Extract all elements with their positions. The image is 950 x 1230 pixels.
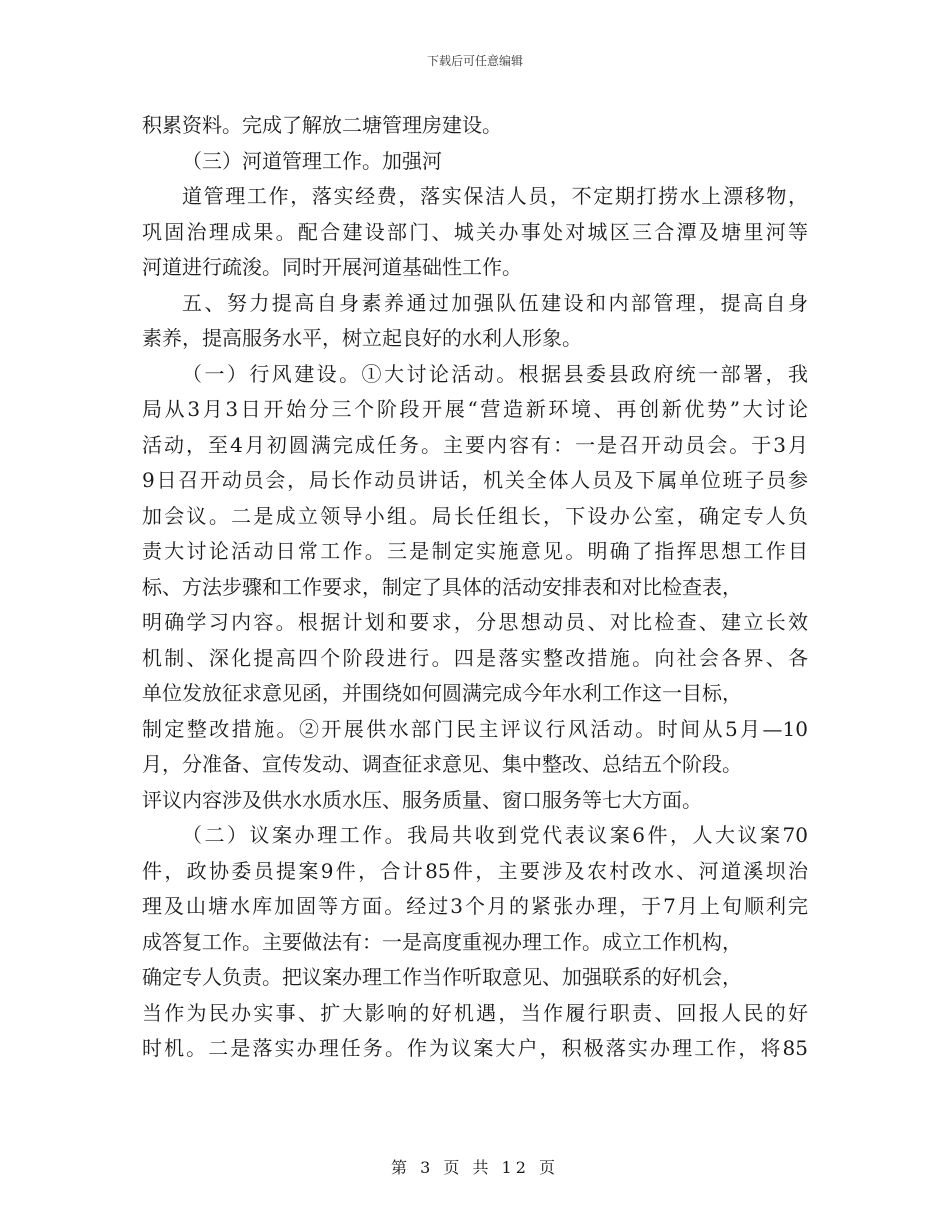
text-line: 活动，至4月初圆满完成任务。主要内容有：一是召开动员会。于3月 xyxy=(142,432,808,457)
text-line: 五、努力提高自身素养通过加强队伍建设和内部管理，提高自身 xyxy=(182,290,808,315)
text-line: 机制、深化提高四个阶段进行。四是落实整改措施。向社会各界、各 xyxy=(142,645,808,670)
document-body xyxy=(142,108,808,1067)
page-header: 下载后可任意编辑 xyxy=(426,54,523,68)
page-number-footer: 第 3 页 共 12 页 xyxy=(391,1158,559,1177)
text-line: 件，政协委员提案9件，合计85件，主要涉及农村改水、河道溪坝治 xyxy=(142,858,808,883)
text-line: 道管理工作，落实经费，落实保洁人员，不定期打捞水上漂移物， xyxy=(182,184,808,208)
text-line: 当作为民办实事、扩大影响的好机遇，当作履行职责、回报人民的好 xyxy=(142,1000,808,1025)
text-line: 责大讨论活动日常工作。三是制定实施意见。明确了指挥思想工作目 xyxy=(142,539,808,563)
text-line: （二）议案办理工作。我局共收到党代表议案6件，人大议案70 xyxy=(182,823,808,847)
section-heading: （三）河道管理工作。加强河 xyxy=(182,148,442,173)
text-line: 评议内容涉及供水水质水压、服务质量、窗口服务等七大方面。 xyxy=(142,787,702,812)
text-line: 9日召开动员会，局长作动员讲话，机关全体人员及下属单位班子员参 xyxy=(142,468,808,492)
text-line: 单位发放征求意见函，并围绕如何圆满完成今年水利工作这一目标， xyxy=(142,681,742,705)
text-line: 理及山塘水库加固等方面。经过3个月的紧张办理，于7月上旬顺利完 xyxy=(142,894,808,918)
text-line: 成答复工作。主要做法有：一是高度重视办理工作。成立工作机构， xyxy=(142,929,742,954)
text-line: 巩固治理成果。配合建设部门、城关办事处对城区三合潭及塘里河等 xyxy=(142,219,808,244)
text-line: （一）行风建设。①大讨论活动。根据县委县政府统一部署，我 xyxy=(182,361,808,386)
text-line: 确定专人负责。把议案办理工作当作听取意见、加强联系的好机会， xyxy=(142,965,742,989)
text-line: 局从3月3日开始分三个阶段开展“营造新环境、再创新优势”大讨论 xyxy=(142,397,808,421)
text-line: 加会议。二是成立领导小组。局长任组长，下设办公室，确定专人负 xyxy=(142,503,808,528)
text-line: 明确学习内容。根据计划和要求，分思想动员、对比检查、建立长效 xyxy=(142,610,808,634)
text-line: 素养，提高服务水平，树立起良好的水利人形象。 xyxy=(142,326,582,350)
text-line: 河道进行疏浚。同时开展河道基础性工作。 xyxy=(142,255,522,279)
text-line: 时机。二是落实办理任务。作为议案大户，积极落实办理工作，将85 xyxy=(142,1036,808,1060)
text-line: 制定整改措施。②开展供水部门民主评议行风活动。时间从5月—10 xyxy=(142,716,808,741)
text-line: 积累资料。完成了解放二塘管理房建设。 xyxy=(142,113,502,137)
text-line: 月，分准备、宣传发动、调查征求意见、集中整改、总结五个阶段。 xyxy=(142,752,742,776)
text-line: 标、方法步骤和工作要求，制定了具体的活动安排表和对比检查表， xyxy=(142,574,742,599)
